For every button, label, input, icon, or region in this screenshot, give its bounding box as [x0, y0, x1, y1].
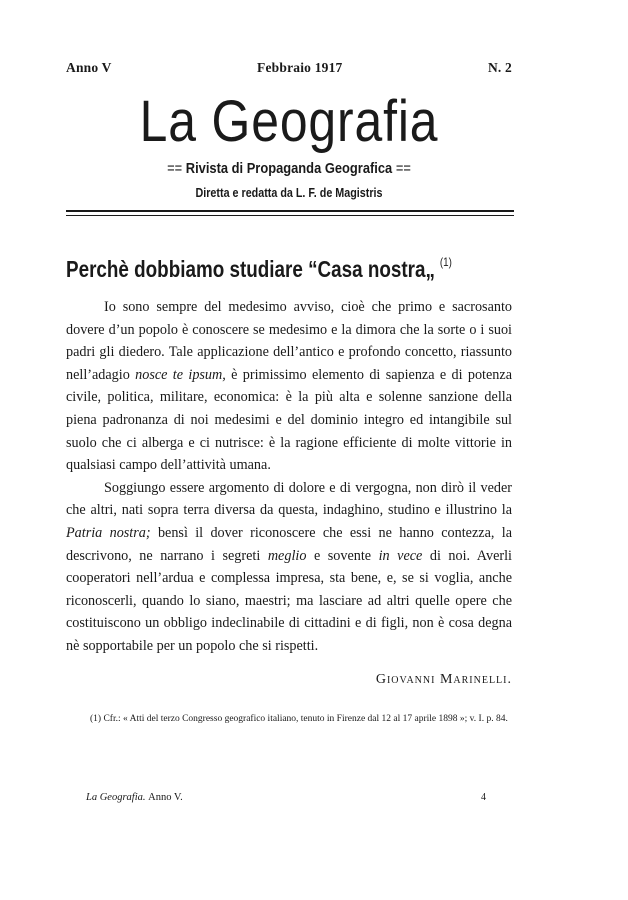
paragraph-2-text-a: Soggiungo essere argomento di dolore e di vergogna, non dirò il veder che altri, nati sopra terra diversa da questa, indaghino, studino e illustrino la [66, 479, 512, 519]
footnote-marker: (1) [439, 255, 452, 269]
footnote [66, 712, 512, 727]
paragraph-2 [66, 477, 512, 658]
footer-year: Anno V. [148, 792, 183, 803]
subtitle-text: Rivista di Propaganda Geografica [185, 160, 393, 177]
paragraph-1-italic: nosce te ipsum, [135, 366, 226, 383]
article-body [66, 296, 512, 658]
page-footer-journal [86, 792, 183, 803]
editor-line: Diretta e redatta da L. F. de Magistris [195, 186, 383, 200]
footer-journal-name: La Geografia. [86, 792, 146, 803]
paragraph-2-italic-b: Patria nostra; [66, 524, 151, 541]
issue-number: N. 2 [487, 60, 512, 75]
journal-title: La Geografia [139, 89, 439, 154]
paragraph-2-text-e: e sovente [306, 547, 379, 564]
paragraph-2-italic-f: in vece [378, 547, 423, 564]
article-title-text: Perchè dobbiamo studiare “Casa nostra„ [66, 256, 435, 282]
issue-date: Febbraio 1917 [257, 60, 343, 75]
paragraph-2-italic-d: meglio [267, 547, 307, 564]
paragraph-1-text-c: è primissimo elemento di sapienza e di potenza civile, politica, militare, economica: è la più alta e solenne sanzione della piena padronanza di noi medesimi e del dominio integro ed intangibile sul suolo che ci alberga e ci nutrisce: è la ragione efficiente di molte vittorie in qualsiasi campo dell’attività umana. [66, 366, 512, 474]
paragraph-1 [66, 296, 512, 477]
author-signature: Giovanni Marinelli. [375, 672, 512, 687]
volume-label: Anno V [66, 60, 112, 75]
subtitle-dash-left: == [167, 160, 183, 177]
footnote-text: (1) Cfr.: « Atti del terzo Congresso geografico italiano, tenuto in Firenze dal 12 al 17 aprile 1898 »; v. I. p. 84. [90, 714, 508, 724]
journal-subtitle [97, 160, 481, 177]
paragraph-2-text-c: bensì il dover riconoscere che essi ne hanno contezza, la descrivono, ne narrano i segreti [66, 524, 512, 564]
issue-header [66, 60, 512, 76]
subtitle-dash-right: == [395, 160, 411, 177]
article-title [66, 255, 451, 283]
masthead-rule-thin [66, 215, 514, 216]
paragraph-1-text-a: Io sono sempre del medesimo avviso, cioè che primo e sacrosanto dovere d’un popolo è conoscere se medesimo e la dimora che la sorte o i suoi padri gli diedero. Tale applicazione dell’antico e profondo concetto, riassunto nell’adagio [66, 299, 512, 383]
page-number: 4 [481, 792, 486, 803]
paragraph-2-text-g: di noi. Averli cooperatori nell’ardua e complessa impresa, sta bene, e, se si voglia, anche riconoscerli, quando lo siano, maestri; ma lasciare ad altri quelle opere che costituiscono un obbligo indeclinabile di cittadini e di figli, non è cosa degna nè sopportabile per un popolo che si rispetti. [66, 547, 512, 654]
masthead-rule-thick [66, 210, 514, 212]
